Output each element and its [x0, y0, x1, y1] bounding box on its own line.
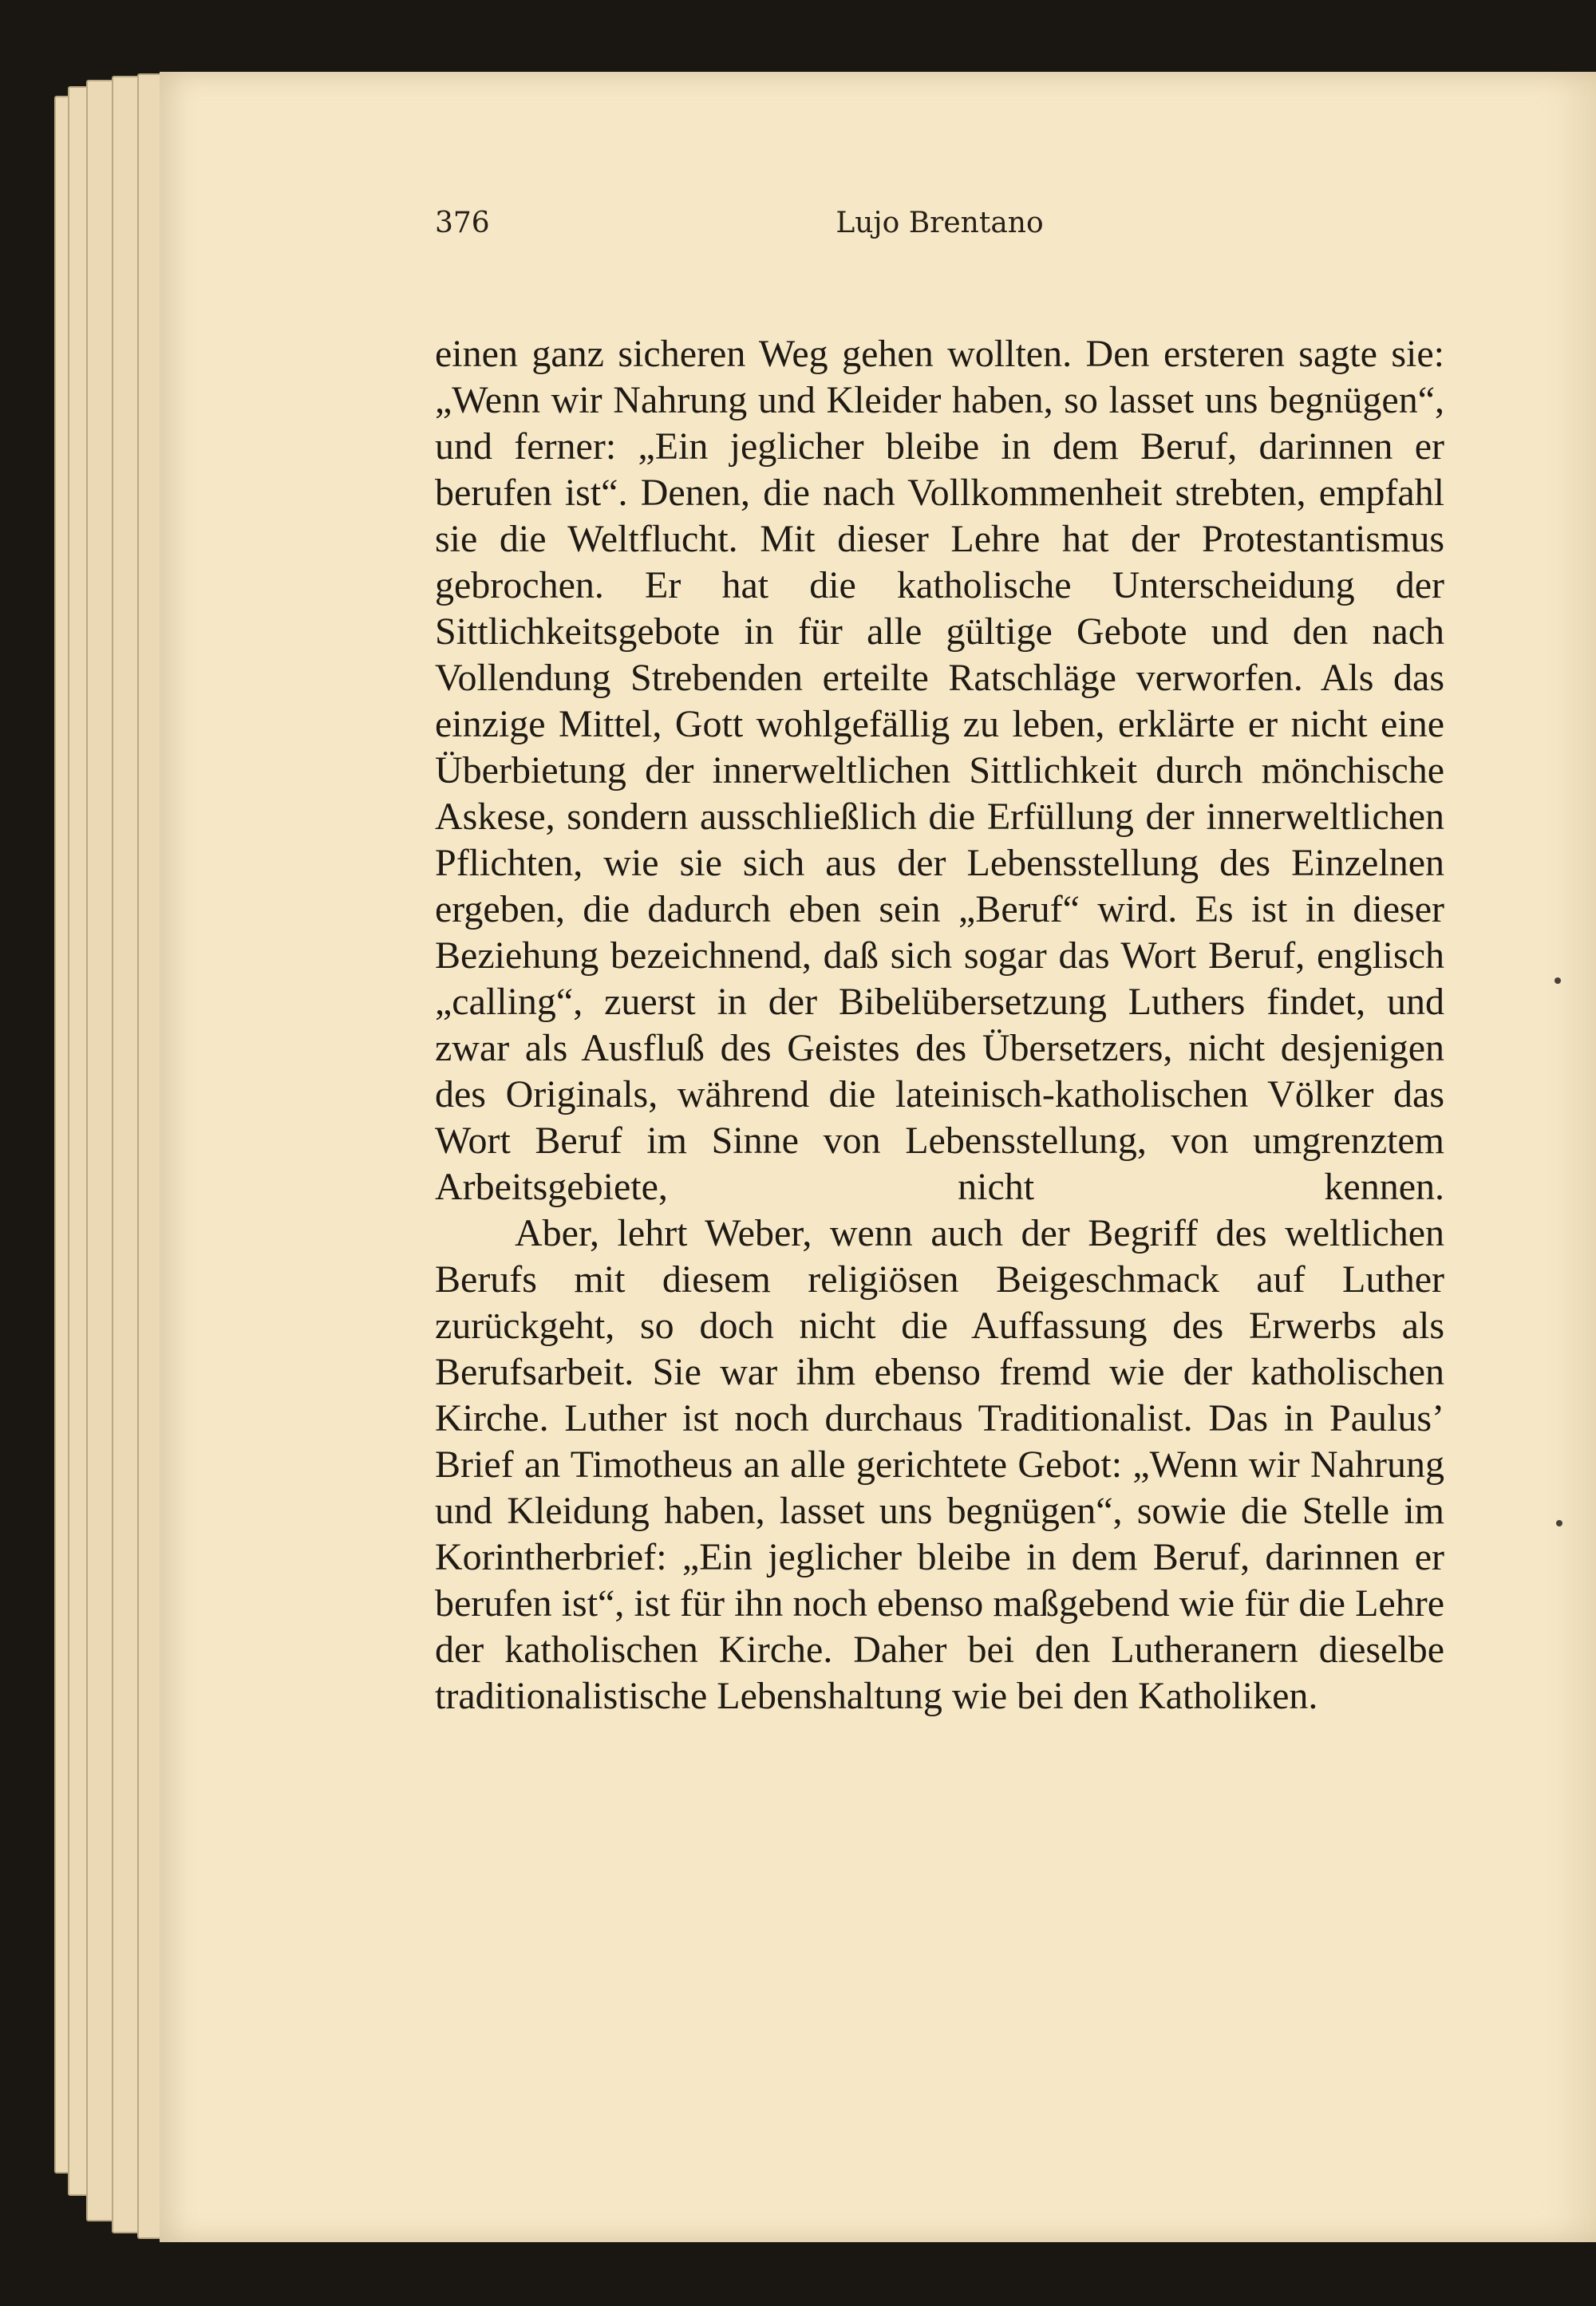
page-number: 376: [435, 207, 490, 239]
margin-mark: [1556, 1520, 1562, 1526]
running-head: Lujo Brentano: [836, 207, 1044, 239]
margin-mark: [1555, 977, 1561, 984]
body-text: [435, 331, 1444, 1720]
paragraph-1: einen ganz sicheren Weg gehen wollten. Den ersteren sagte sie: „Wenn wir Nahrung und Kleider haben, so lasset uns begnügen“, und ferner: „Ein jeglicher bleibe in dem Beruf, darinnen er berufen ist“. Denen, die nach Vollkommenheit strebten, empfahl sie die Weltflucht. Mit dieser Lehre hat der Protestantismus gebrochen. Er hat die katholische Unterscheidung der Sittlichkeitsgebote in für alle gültige Gebote und den nach Vollendung Strebenden erteilte Ratschläge verworfen. Als das einzige Mittel, Gott wohlgefällig zu leben, erklärte er nicht eine Überbietung der innerweltlichen Sittlichkeit durch mönchische Askese, sondern ausschließlich die Erfüllung der innerweltlichen Pflichten, wie sie sich aus der Lebensstellung des Einzelnen ergeben, die dadurch eben sein „Beruf“ wird. Es ist in dieser Beziehung bezeichnend, daß sich sogar das Wort Beruf, englisch „calling“, zuerst in der Bibelübersetzung Luthers findet, und zwar als Ausfluß des Geistes des Übersetzers, nicht desjenigen des Originals, während die lateinisch-katholischen Völker das Wort Beruf im Sinne von Lebensstellung, von umgrenztem Arbeitsgebiete, nicht kennen.: [435, 333, 1444, 1208]
paragraph-2: Aber, lehrt Weber, wenn auch der Begriff des weltlichen Berufs mit diesem religiösen Beigeschmack auf Luther zurückgeht, so doch nicht die Auffassung des Erwerbs als Berufsarbeit. Sie war ihm ebenso fremd wie der katholischen Kirche. Luther ist noch durchaus Traditionalist. Das in Paulus’ Brief an Timotheus an alle gerichtete Gebot: „Wenn wir Nahrung und Kleidung haben, lasset uns begnügen“, sowie die Stelle im Korintherbrief: „Ein jeglicher bleibe in dem Beruf, darinnen er berufen ist“, ist für ihn noch ebenso maßgebend wie für die Lehre der katholischen Kirche. Daher bei den Lutheranern dieselbe traditionalistische Lebenshaltung wie bei den Katholiken.: [435, 1212, 1444, 1717]
page-header: [435, 195, 1444, 251]
